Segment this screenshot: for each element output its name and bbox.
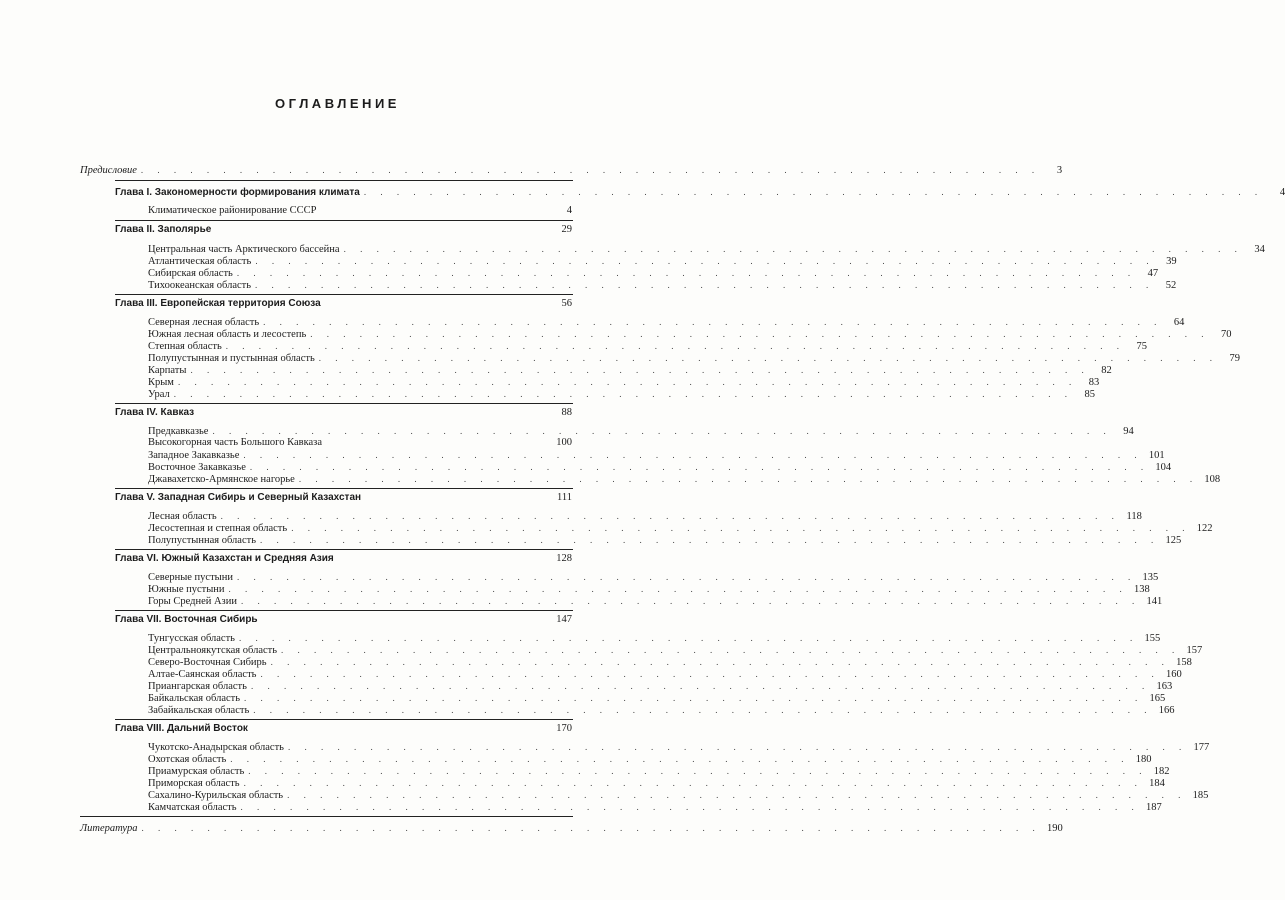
dot-leader: . . . . . . . . . . . . . . . . . . . . . . . . . . . . . . . . . . . . . . . . . . . . . . . . . . . . . . .	[140, 165, 1041, 175]
dot-leader: . . . . . . . . . . . . . . . . . . . . . . . . . . . . . . . . . . . . . . . . . . . . . . . . . . . . . . .	[244, 693, 1144, 703]
entry-label: Литература	[80, 823, 138, 834]
chapter-divider	[115, 294, 573, 295]
entry-label: Горы Средней Азии	[148, 596, 237, 607]
page-number: 101	[1148, 450, 1165, 461]
chapter-heading: Глава VIII. Дальний Восток	[115, 723, 248, 734]
page-number: 122	[1196, 523, 1213, 534]
dot-leader: . . . . . . . . . . . . . . . . . . . . . . . . . . . . . . . . . . . . . . . . . . . . . . . . . . . . . . .	[255, 256, 1155, 266]
dot-leader: . . . . . . . . . . . . . . . . . . . . . . . . . . . . . . . . . . . . . . . . . . . . . . . . . . . . . . .	[248, 766, 1148, 776]
entry-label: Южная лесная область и лесостепь	[148, 329, 307, 340]
dot-leader: . . . . . . . . . . . . . . . . . . . . . . . . . . . . . . . . . . . . . . . . . . . . . . . . . . . . . . .	[141, 823, 1041, 833]
chapter-divider	[115, 610, 573, 611]
entry-label: Забайкальская область	[148, 705, 250, 716]
dot-leader: . . . . . . . . . . . . . . . . . . . . . . . . . . . . . . . . . . . . . . . . . . . . . . . . . . . . . . .	[243, 778, 1143, 788]
chapter-divider	[115, 549, 573, 550]
entry-label: Центральноякутская область	[148, 645, 278, 656]
page-number: 94	[1123, 426, 1134, 437]
dot-leader: . . . . . . . . . . . . . . . . . . . . . . . . . . . . . . . . . . . . . . . . . . . . . . . . . . . . . . .	[363, 187, 1264, 197]
dot-leader: . . . . . . . . . . . . . . . . . . . . . . . . . . . . . . . . . . . . . . . . . . . . . . . . . . . . . . .	[250, 681, 1151, 691]
chapter-heading: Глава VI. Южный Казахстан и Средняя Азия	[115, 553, 334, 564]
dot-leader: . . . . . . . . . . . . . . . . . . . . . . . . . . . . . . . . . . . . . . . . . . . . . . . . . . . . . . .	[281, 645, 1181, 655]
entry-label: Атлантическая область	[148, 256, 252, 267]
entry-label: Приморская область	[148, 778, 240, 789]
chapter-divider	[115, 180, 573, 181]
page-number: 187	[1146, 802, 1162, 813]
dot-leader: . . . . . . . . . . . . . . . . . . . . . . . . . . . . . . . . . . . . . . . . . . . . . . . . . . . . . . .	[228, 584, 1128, 594]
page-number: 111	[557, 492, 572, 503]
toc-entry-references[interactable]	[80, 822, 1063, 835]
dot-leader: . . . . . . . . . . . . . . . . . . . . . . . . . . . . . . . . . . . . . . . . . . . . . . . . . . . . . . .	[212, 426, 1112, 436]
toc-section[interactable]	[148, 279, 1177, 292]
dot-leader: . . . . . . . . . . . . . . . . . . . . . . . . . . . . . . . . . . . . . . . . . . . . . . . . . . . . . . .	[230, 754, 1130, 764]
dot-leader: . . . . . . . . . . . . . . . . . . . . . . . . . . . . . . . . . . . . . . . . . . . . . . . . . . . . . . .	[253, 705, 1153, 715]
page-number: 70	[1221, 329, 1232, 340]
page-number: 3	[1056, 165, 1063, 176]
page-number: 4	[1279, 187, 1285, 198]
page-number: 166	[1158, 705, 1175, 716]
page-number: 125	[1165, 535, 1182, 546]
page-number: 83	[1088, 377, 1100, 388]
page-number: 4	[566, 205, 572, 216]
page-number: 158	[1176, 657, 1192, 668]
entry-label: Тихоокеанская область	[148, 280, 252, 291]
page-number: 147	[556, 614, 572, 625]
dot-leader: . . . . . . . . . . . . . . . . . . . . . . . . . . . . . . . . . . . . . . . . . . . . . . . . . . . . . . .	[177, 377, 1078, 387]
chapter-heading: Глава II. Заполярье	[115, 224, 212, 235]
page-number: 180	[1135, 754, 1152, 765]
entry-label: Охотская область	[148, 754, 227, 765]
dot-leader: . . . . . . . . . . . . . . . . . . . . . . . . . . . . . . . . . . . . . . . . . . . . . . . . . . . . . . .	[243, 450, 1143, 460]
chapter-heading: Глава V. Западная Сибирь и Северный Казахстан	[115, 492, 362, 503]
dot-leader: . . . . . . . . . . . . . . . . . . . . . . . . . . . . . . . . . . . . . . . . . . . . . . . . . . . . . . .	[287, 742, 1188, 752]
entry-label: Сибирская область	[148, 268, 233, 279]
dot-leader: . . . . . . . . . . . . . . . . . . . . . . . . . . . . . . . . . . . . . . . . . . . . . . . . . . . . . . .	[236, 572, 1137, 582]
entry-label: Центральная часть Арктического бассейна	[148, 244, 340, 255]
entry-label: Полупустынная область	[148, 535, 256, 546]
page-number: 165	[1149, 693, 1166, 704]
chapter-heading: Глава IV. Кавказ	[115, 407, 195, 418]
page-number: 157	[1186, 645, 1203, 656]
dot-leader: . . . . . . . . . . . . . . . . . . . . . . . . . . . . . . . . . . . . . . . . . . . . . . . . . . . . . . .	[173, 389, 1074, 399]
entry-label: Джавахетско-Армянское нагорье	[148, 474, 295, 485]
chapter-heading: Глава III. Европейская территория Союза	[115, 298, 321, 309]
entry-label: Алтае-Саянская область	[148, 669, 257, 680]
entry-label: Чукотско-Анадырская область	[148, 742, 284, 753]
entry-label: Северо-Восточная Сибирь	[148, 657, 267, 668]
page-number: 135	[1142, 572, 1159, 583]
entry-label: Тунгусская область	[148, 633, 235, 644]
toc-section[interactable]	[148, 801, 1162, 814]
dot-leader: . . . . . . . . . . . . . . . . . . . . . . . . . . . . . . . . . . . . . . . . . . . . . . . . . . . . . . .	[298, 474, 1199, 484]
entry-label: Предкавказье	[148, 426, 209, 437]
chapter-heading: Глава I. Закономерности формирования климата	[115, 187, 360, 198]
dot-leader: . . . . . . . . . . . . . . . . . . . . . . . . . . . . . . . . . . . . . . . . . . . . . . . . . . . . . . .	[225, 341, 1125, 351]
dot-leader: . . . . . . . . . . . . . . . . . . . . . . . . . . . . . . . . . . . . . . . . . . . . . . . . . . . . . . .	[255, 280, 1155, 290]
dot-leader: . . . . . . . . . . . . . . . . . . . . . . . . . . . . . . . . . . . . . . . . . . . . . . . . . . . . . . .	[291, 523, 1191, 533]
dot-leader: . . . . . . . . . . . . . . . . . . . . . . . . . . . . . . . . . . . . . . . . . . . . . . . . . . . . . . .	[236, 268, 1137, 278]
page-number: 56	[561, 298, 572, 309]
entry-label: Северные пустыни	[148, 572, 233, 583]
dot-leader: . . . . . . . . . . . . . . . . . . . . . . . . . . . . . . . . . . . . . . . . . . . . . . . . . . . . . . .	[190, 365, 1090, 375]
dot-leader: . . . . . . . . . . . . . . . . . . . . . . . . . . . . . . . . . . . . . . . . . . . . . . . . . . . . . . .	[220, 511, 1120, 521]
page-number: 138	[1134, 584, 1150, 595]
entry-label: Сахалино-Курильская область	[148, 790, 284, 801]
toc-entry-preface[interactable]	[80, 164, 1063, 177]
entry-label: Камчатская область	[148, 802, 237, 813]
page-number: 155	[1144, 633, 1161, 644]
chapter-divider	[115, 488, 573, 489]
toc-section[interactable]	[148, 437, 572, 449]
dot-leader: . . . . . . . . . . . . . . . . . . . . . . . . . . . . . . . . . . . . . . . . . . . . . . . . . . . . . . .	[263, 317, 1163, 327]
toc-section[interactable]	[148, 473, 1221, 486]
entry-label: Климатическое районирование СССР	[148, 205, 317, 216]
chapter-divider	[115, 220, 573, 221]
entry-label: Приамурская область	[148, 766, 245, 777]
page-number: 52	[1165, 280, 1177, 291]
toc-section[interactable]	[148, 704, 1175, 717]
page-number: 185	[1192, 790, 1209, 801]
toc-chapter-7[interactable]	[115, 614, 572, 626]
page-number: 182	[1153, 766, 1170, 777]
page-number: 64	[1173, 317, 1185, 328]
chapter-divider	[115, 403, 573, 404]
entry-label: Полупустынная и пустынная область	[148, 353, 315, 364]
page-number: 170	[556, 723, 572, 734]
entry-label: Карпаты	[148, 365, 187, 376]
entry-label: Северная лесная область	[148, 317, 260, 328]
chapter-heading: Глава VII. Восточная Сибирь	[115, 614, 258, 625]
dot-leader: . . . . . . . . . . . . . . . . . . . . . . . . . . . . . . . . . . . . . . . . . . . . . . . . . . . . . . .	[310, 329, 1210, 339]
entry-label: Южные пустыни	[148, 584, 225, 595]
entry-label: Восточное Закавказье	[148, 462, 246, 473]
toc-section[interactable]	[148, 205, 572, 217]
entry-label: Урал	[148, 389, 170, 400]
page-number: 79	[1229, 353, 1240, 364]
dot-leader: . . . . . . . . . . . . . . . . . . . . . . . . . . . . . . . . . . . . . . . . . . . . . . . . . . . . . . .	[240, 802, 1140, 812]
page-number: 184	[1149, 778, 1165, 789]
entry-label: Приангарская область	[148, 681, 247, 692]
toc-chapter-6[interactable]	[115, 553, 572, 565]
page-number: 47	[1147, 268, 1159, 279]
chapter-divider	[80, 816, 573, 817]
toc-chapter-1[interactable]	[115, 186, 1285, 199]
page-number: 108	[1204, 474, 1221, 485]
dot-leader: . . . . . . . . . . . . . . . . . . . . . . . . . . . . . . . . . . . . . . . . . . . . . . . . . . . . . . .	[240, 596, 1141, 606]
page-number: 128	[556, 553, 572, 564]
page-title: ОГЛАВЛЕНИЕ	[275, 96, 400, 111]
toc-chapter-5[interactable]	[115, 492, 572, 504]
entry-label: Лесная область	[148, 511, 217, 522]
toc-section[interactable]	[148, 534, 1182, 547]
toc-chapter-2[interactable]	[115, 224, 572, 236]
entry-label: Лесостепная и степная область	[148, 523, 288, 534]
page-number: 75	[1136, 341, 1147, 352]
dot-leader: . . . . . . . . . . . . . . . . . . . . . . . . . . . . . . . . . . . . . . . . . . . . . . . . . . . . . . .	[249, 462, 1150, 472]
page-number: 118	[1126, 511, 1142, 522]
entry-label: Байкальская область	[148, 693, 241, 704]
dot-leader: . . . . . . . . . . . . . . . . . . . . . . . . . . . . . . . . . . . . . . . . . . . . . . . . . . . . . . .	[260, 669, 1160, 679]
page-number: 160	[1165, 669, 1182, 680]
page-number: 177	[1193, 742, 1210, 753]
entry-label: Предисловие	[80, 165, 137, 176]
dot-leader: . . . . . . . . . . . . . . . . . . . . . . . . . . . . . . . . . . . . . . . . . . . . . . . . . . . . . . .	[287, 790, 1187, 800]
page-number: 85	[1084, 389, 1096, 400]
entry-label: Крым	[148, 377, 174, 388]
dot-leader: . . . . . . . . . . . . . . . . . . . . . . . . . . . . . . . . . . . . . . . . . . . . . . . . . . . . . . .	[343, 244, 1243, 254]
page-number: 29	[561, 224, 572, 235]
entry-label: Высокогорная часть Большого Кавказа	[148, 437, 322, 448]
toc-chapter-3[interactable]	[115, 298, 572, 310]
dot-leader: . . . . . . . . . . . . . . . . . . . . . . . . . . . . . . . . . . . . . . . . . . . . . . . . . . . . . . .	[318, 353, 1218, 363]
entry-label: Степная область	[148, 341, 222, 352]
chapter-divider	[115, 719, 573, 720]
toc-chapter-4[interactable]	[115, 407, 572, 419]
page-number: 104	[1155, 462, 1172, 473]
page-number: 39	[1166, 256, 1177, 267]
dot-leader: . . . . . . . . . . . . . . . . . . . . . . . . . . . . . . . . . . . . . . . . . . . . . . . . . . . . . . .	[259, 535, 1160, 545]
page-number: 163	[1156, 681, 1173, 692]
page-number: 88	[561, 407, 572, 418]
page-number: 34	[1254, 244, 1265, 255]
entry-label: Западное Закавказье	[148, 450, 240, 461]
toc-chapter-8[interactable]	[115, 723, 572, 735]
page-number: 141	[1146, 596, 1163, 607]
page-number: 100	[556, 437, 572, 448]
toc-section[interactable]	[148, 595, 1163, 608]
dot-leader: . . . . . . . . . . . . . . . . . . . . . . . . . . . . . . . . . . . . . . . . . . . . . . . . . . . . . . .	[238, 633, 1139, 643]
dot-leader: . . . . . . . . . . . . . . . . . . . . . . . . . . . . . . . . . . . . . . . . . . . . . . . . . . . . . . .	[270, 657, 1170, 667]
page-number: 190	[1046, 823, 1063, 834]
toc-section[interactable]	[148, 388, 1096, 401]
page-number: 82	[1101, 365, 1112, 376]
